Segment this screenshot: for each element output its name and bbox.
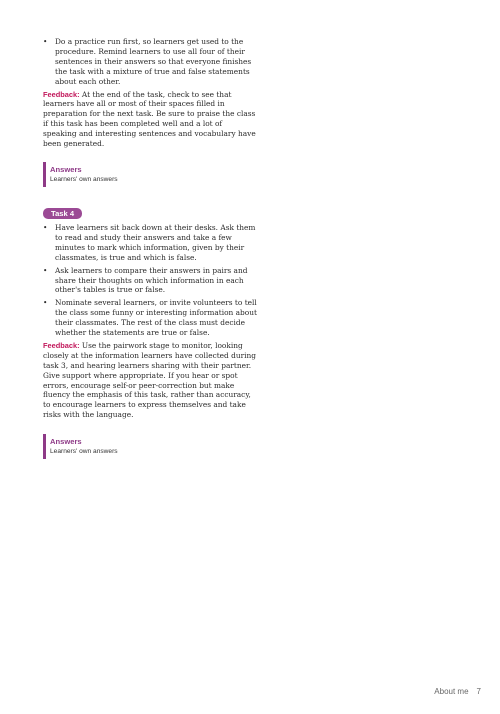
- bullet-text: Do a practice run first, so learners get used to the procedure. Remind learners to use all four of their sentences in their answers so that everyone finishes the task with a mixture of true and false statements about each other.: [55, 37, 252, 86]
- bullet-text: Have learners sit back down at their desks. Ask them to read and study their answers and take a few minutes to mark which information, given by their classmates, is true and which is false.: [55, 222, 256, 262]
- page-footer: [434, 687, 481, 696]
- feedback-text: Use the pairwork stage to monitor, looking closely at the information learners have collected during task 3, and hearing learners sharing with their partner. Give support where appropriate. If you hear or spot errors, encourage self-or peer-correction but make fluency the emphasis of this task, rather than accuracy, to encourage learners to express themselves and take risks with the language.: [43, 340, 257, 420]
- bullet-icon: •: [43, 298, 48, 308]
- feedback-paragraph: [43, 90, 257, 149]
- section1-bullets: [43, 37, 257, 87]
- task-4-label: Task 4: [43, 208, 82, 219]
- answers-text: Learners' own answers: [50, 175, 118, 183]
- list-item: [43, 223, 257, 263]
- bullet-text: Nominate several learners, or invite volunteers to tell the class some funny or interesting information about their classmates. The rest of the class must decide whether the statements are true or false.: [55, 298, 257, 338]
- list-item: [43, 266, 257, 296]
- feedback-paragraph: [43, 341, 257, 420]
- task4-bullets: [43, 223, 257, 338]
- answers-title: Answers: [50, 164, 82, 174]
- answers-text: Learners' own answers: [50, 448, 118, 456]
- bullet-icon: •: [43, 265, 48, 275]
- list-item: [43, 37, 257, 87]
- list-item: [43, 298, 257, 338]
- footer-section: About me: [434, 687, 469, 696]
- answers-title: Answers: [50, 437, 82, 447]
- page-number: 7: [476, 687, 481, 696]
- answers-box: [43, 162, 257, 187]
- main-column: [43, 37, 257, 459]
- bullet-text: Ask learners to compare their answers in pairs and share their thoughts on which information in each other's tables is true or false.: [55, 265, 248, 295]
- feedback-label: Feedback:: [43, 340, 80, 350]
- task-header: [43, 201, 257, 220]
- feedback-label: Feedback:: [43, 89, 80, 99]
- answers-box: [43, 434, 257, 459]
- feedback-text: At the end of the task, check to see that learners have all or most of their spaces filled in preparation for the next task. Be sure to praise the class if this task has been completed well and a lot of speaking and interesting sentences and vocabulary have been generated.: [43, 89, 256, 149]
- bullet-icon: •: [43, 37, 48, 46]
- bullet-icon: •: [43, 222, 48, 232]
